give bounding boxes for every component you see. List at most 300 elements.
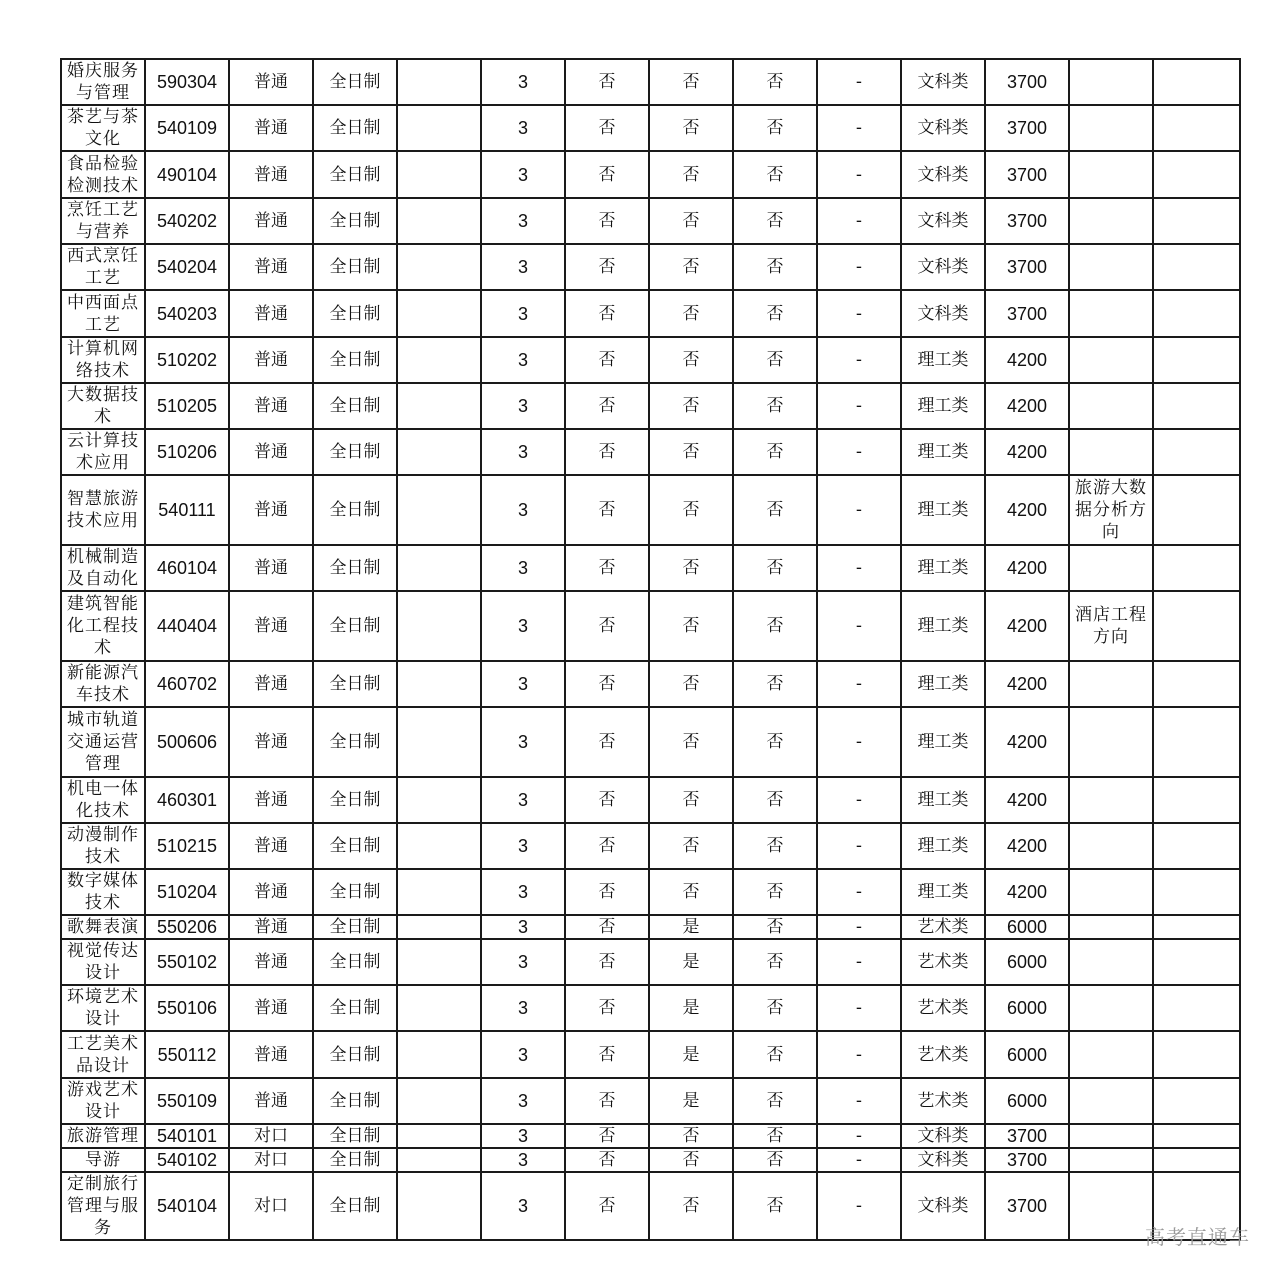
extra-cell bbox=[1153, 1078, 1240, 1124]
duration-cell: 3 bbox=[481, 244, 565, 290]
duration-cell: 3 bbox=[481, 1124, 565, 1148]
note-cell bbox=[1069, 383, 1153, 429]
tuition-cell: 4200 bbox=[985, 777, 1069, 823]
program-name-cell: 视觉传达设计 bbox=[61, 939, 145, 985]
dash-cell: - bbox=[817, 545, 901, 591]
enroll-type-cell: 普通 bbox=[229, 244, 313, 290]
table-row bbox=[61, 151, 1240, 198]
table-row bbox=[61, 915, 1240, 939]
flag-cell-1: 否 bbox=[565, 1124, 649, 1148]
duration-cell: 3 bbox=[481, 1148, 565, 1172]
category-cell: 文科类 bbox=[901, 59, 985, 105]
program-code-cell: 540104 bbox=[145, 1172, 229, 1240]
dash-cell: - bbox=[817, 985, 901, 1031]
note-cell bbox=[1069, 777, 1153, 823]
program-name-cell: 计算机网络技术 bbox=[61, 337, 145, 383]
flag-cell-2: 否 bbox=[649, 383, 733, 429]
flag-cell-1: 否 bbox=[565, 1172, 649, 1240]
flag-cell-2: 否 bbox=[649, 151, 733, 198]
empty-cell bbox=[397, 290, 481, 337]
flag-cell-2: 否 bbox=[649, 198, 733, 244]
program-name-cell: 食品检验检测技术 bbox=[61, 151, 145, 198]
flag-cell-3: 否 bbox=[733, 105, 817, 151]
program-name-cell: 大数据技术 bbox=[61, 383, 145, 429]
category-cell: 理工类 bbox=[901, 823, 985, 869]
flag-cell-2: 是 bbox=[649, 939, 733, 985]
table-row bbox=[61, 869, 1240, 915]
duration-cell: 3 bbox=[481, 591, 565, 661]
category-cell: 文科类 bbox=[901, 1124, 985, 1148]
dash-cell: - bbox=[817, 823, 901, 869]
table-row bbox=[61, 59, 1240, 105]
program-code-cell: 460301 bbox=[145, 777, 229, 823]
program-code-cell: 550106 bbox=[145, 985, 229, 1031]
study-mode-cell: 全日制 bbox=[313, 545, 397, 591]
tuition-cell: 3700 bbox=[985, 198, 1069, 244]
enroll-type-cell: 普通 bbox=[229, 707, 313, 777]
extra-cell bbox=[1153, 939, 1240, 985]
enroll-type-cell: 普通 bbox=[229, 823, 313, 869]
duration-cell: 3 bbox=[481, 823, 565, 869]
extra-cell bbox=[1153, 1124, 1240, 1148]
category-cell: 文科类 bbox=[901, 105, 985, 151]
dash-cell: - bbox=[817, 1078, 901, 1124]
tuition-cell: 3700 bbox=[985, 1172, 1069, 1240]
flag-cell-1: 否 bbox=[565, 915, 649, 939]
extra-cell bbox=[1153, 429, 1240, 475]
flag-cell-1: 否 bbox=[565, 939, 649, 985]
dash-cell: - bbox=[817, 59, 901, 105]
tuition-cell: 4200 bbox=[985, 545, 1069, 591]
dash-cell: - bbox=[817, 105, 901, 151]
empty-cell bbox=[397, 1172, 481, 1240]
program-code-cell: 590304 bbox=[145, 59, 229, 105]
tuition-cell: 3700 bbox=[985, 105, 1069, 151]
program-name-cell: 烹饪工艺与营养 bbox=[61, 198, 145, 244]
dash-cell: - bbox=[817, 915, 901, 939]
enroll-type-cell: 对口 bbox=[229, 1148, 313, 1172]
empty-cell bbox=[397, 545, 481, 591]
flag-cell-2: 是 bbox=[649, 915, 733, 939]
extra-cell bbox=[1153, 777, 1240, 823]
flag-cell-1: 否 bbox=[565, 1078, 649, 1124]
flag-cell-2: 否 bbox=[649, 1172, 733, 1240]
program-code-cell: 510206 bbox=[145, 429, 229, 475]
note-cell bbox=[1069, 1148, 1153, 1172]
program-code-cell: 460702 bbox=[145, 661, 229, 707]
program-code-cell: 540203 bbox=[145, 290, 229, 337]
study-mode-cell: 全日制 bbox=[313, 939, 397, 985]
study-mode-cell: 全日制 bbox=[313, 1172, 397, 1240]
flag-cell-1: 否 bbox=[565, 1031, 649, 1078]
empty-cell bbox=[397, 591, 481, 661]
program-name-cell: 机电一体化技术 bbox=[61, 777, 145, 823]
duration-cell: 3 bbox=[481, 1078, 565, 1124]
duration-cell: 3 bbox=[481, 151, 565, 198]
dash-cell: - bbox=[817, 475, 901, 545]
watermark: 高考直通车 bbox=[1145, 1225, 1250, 1249]
program-code-cell: 540102 bbox=[145, 1148, 229, 1172]
dash-cell: - bbox=[817, 661, 901, 707]
tuition-cell: 6000 bbox=[985, 1078, 1069, 1124]
study-mode-cell: 全日制 bbox=[313, 777, 397, 823]
duration-cell: 3 bbox=[481, 915, 565, 939]
extra-cell bbox=[1153, 591, 1240, 661]
tuition-cell: 4200 bbox=[985, 383, 1069, 429]
category-cell: 艺术类 bbox=[901, 939, 985, 985]
dash-cell: - bbox=[817, 1148, 901, 1172]
flag-cell-2: 否 bbox=[649, 545, 733, 591]
note-cell bbox=[1069, 915, 1153, 939]
category-cell: 理工类 bbox=[901, 869, 985, 915]
empty-cell bbox=[397, 985, 481, 1031]
flag-cell-2: 否 bbox=[649, 777, 733, 823]
duration-cell: 3 bbox=[481, 105, 565, 151]
tuition-cell: 4200 bbox=[985, 475, 1069, 545]
flag-cell-1: 否 bbox=[565, 475, 649, 545]
duration-cell: 3 bbox=[481, 777, 565, 823]
table-row bbox=[61, 1172, 1240, 1240]
enroll-type-cell: 普通 bbox=[229, 151, 313, 198]
program-name-cell: 导游 bbox=[61, 1148, 145, 1172]
program-code-cell: 550112 bbox=[145, 1031, 229, 1078]
enroll-type-cell: 普通 bbox=[229, 777, 313, 823]
program-code-cell: 500606 bbox=[145, 707, 229, 777]
study-mode-cell: 全日制 bbox=[313, 707, 397, 777]
empty-cell bbox=[397, 661, 481, 707]
program-name-cell: 建筑智能化工程技术 bbox=[61, 591, 145, 661]
program-code-cell: 510215 bbox=[145, 823, 229, 869]
category-cell: 理工类 bbox=[901, 591, 985, 661]
program-name-cell: 西式烹饪工艺 bbox=[61, 244, 145, 290]
flag-cell-3: 否 bbox=[733, 383, 817, 429]
tuition-cell: 3700 bbox=[985, 1148, 1069, 1172]
study-mode-cell: 全日制 bbox=[313, 337, 397, 383]
note-cell bbox=[1069, 290, 1153, 337]
flag-cell-1: 否 bbox=[565, 337, 649, 383]
duration-cell: 3 bbox=[481, 1031, 565, 1078]
flag-cell-3: 否 bbox=[733, 290, 817, 337]
extra-cell bbox=[1153, 290, 1240, 337]
flag-cell-2: 否 bbox=[649, 591, 733, 661]
flag-cell-3: 否 bbox=[733, 59, 817, 105]
table-row bbox=[61, 105, 1240, 151]
enroll-type-cell: 普通 bbox=[229, 59, 313, 105]
enroll-type-cell: 对口 bbox=[229, 1124, 313, 1148]
dash-cell: - bbox=[817, 777, 901, 823]
empty-cell bbox=[397, 1078, 481, 1124]
tuition-cell: 4200 bbox=[985, 429, 1069, 475]
tuition-cell: 4200 bbox=[985, 823, 1069, 869]
program-name-cell: 工艺美术品设计 bbox=[61, 1031, 145, 1078]
category-cell: 理工类 bbox=[901, 429, 985, 475]
duration-cell: 3 bbox=[481, 1172, 565, 1240]
note-cell bbox=[1069, 198, 1153, 244]
table-row bbox=[61, 777, 1240, 823]
note-cell bbox=[1069, 1031, 1153, 1078]
category-cell: 艺术类 bbox=[901, 1031, 985, 1078]
empty-cell bbox=[397, 1124, 481, 1148]
program-name-cell: 城市轨道交通运营管理 bbox=[61, 707, 145, 777]
empty-cell bbox=[397, 939, 481, 985]
flag-cell-1: 否 bbox=[565, 105, 649, 151]
flag-cell-3: 否 bbox=[733, 823, 817, 869]
enroll-type-cell: 普通 bbox=[229, 290, 313, 337]
dash-cell: - bbox=[817, 290, 901, 337]
flag-cell-1: 否 bbox=[565, 244, 649, 290]
flag-cell-1: 否 bbox=[565, 383, 649, 429]
category-cell: 理工类 bbox=[901, 707, 985, 777]
enroll-type-cell: 普通 bbox=[229, 1078, 313, 1124]
note-cell bbox=[1069, 151, 1153, 198]
extra-cell bbox=[1153, 475, 1240, 545]
dash-cell: - bbox=[817, 1124, 901, 1148]
duration-cell: 3 bbox=[481, 198, 565, 244]
category-cell: 理工类 bbox=[901, 777, 985, 823]
empty-cell bbox=[397, 1031, 481, 1078]
program-name-cell: 游戏艺术设计 bbox=[61, 1078, 145, 1124]
dash-cell: - bbox=[817, 198, 901, 244]
flag-cell-3: 否 bbox=[733, 198, 817, 244]
enroll-type-cell: 普通 bbox=[229, 545, 313, 591]
extra-cell bbox=[1153, 105, 1240, 151]
extra-cell bbox=[1153, 337, 1240, 383]
note-cell bbox=[1069, 939, 1153, 985]
duration-cell: 3 bbox=[481, 869, 565, 915]
program-name-cell: 婚庆服务与管理 bbox=[61, 59, 145, 105]
flag-cell-2: 否 bbox=[649, 1124, 733, 1148]
duration-cell: 3 bbox=[481, 337, 565, 383]
table-row bbox=[61, 985, 1240, 1031]
table-row bbox=[61, 383, 1240, 429]
program-name-cell: 新能源汽车技术 bbox=[61, 661, 145, 707]
flag-cell-2: 否 bbox=[649, 429, 733, 475]
dash-cell: - bbox=[817, 151, 901, 198]
note-cell bbox=[1069, 1124, 1153, 1148]
table-row bbox=[61, 939, 1240, 985]
study-mode-cell: 全日制 bbox=[313, 591, 397, 661]
tuition-cell: 6000 bbox=[985, 1031, 1069, 1078]
enroll-type-cell: 普通 bbox=[229, 105, 313, 151]
duration-cell: 3 bbox=[481, 429, 565, 475]
dash-cell: - bbox=[817, 707, 901, 777]
study-mode-cell: 全日制 bbox=[313, 1031, 397, 1078]
extra-cell bbox=[1153, 383, 1240, 429]
flag-cell-2: 否 bbox=[649, 1148, 733, 1172]
program-code-cell: 490104 bbox=[145, 151, 229, 198]
category-cell: 理工类 bbox=[901, 545, 985, 591]
tuition-cell: 3700 bbox=[985, 244, 1069, 290]
program-name-cell: 旅游管理 bbox=[61, 1124, 145, 1148]
flag-cell-2: 否 bbox=[649, 290, 733, 337]
flag-cell-1: 否 bbox=[565, 59, 649, 105]
flag-cell-1: 否 bbox=[565, 290, 649, 337]
program-name-cell: 智慧旅游技术应用 bbox=[61, 475, 145, 545]
enroll-type-cell: 普通 bbox=[229, 429, 313, 475]
note-cell bbox=[1069, 105, 1153, 151]
note-cell bbox=[1069, 244, 1153, 290]
flag-cell-2: 否 bbox=[649, 869, 733, 915]
note-cell bbox=[1069, 985, 1153, 1031]
flag-cell-2: 否 bbox=[649, 707, 733, 777]
tuition-cell: 4200 bbox=[985, 591, 1069, 661]
study-mode-cell: 全日制 bbox=[313, 985, 397, 1031]
table-row bbox=[61, 1031, 1240, 1078]
empty-cell bbox=[397, 823, 481, 869]
note-cell: 酒店工程方向 bbox=[1069, 591, 1153, 661]
program-name-cell: 数字媒体技术 bbox=[61, 869, 145, 915]
study-mode-cell: 全日制 bbox=[313, 244, 397, 290]
flag-cell-2: 否 bbox=[649, 823, 733, 869]
study-mode-cell: 全日制 bbox=[313, 429, 397, 475]
flag-cell-1: 否 bbox=[565, 198, 649, 244]
dash-cell: - bbox=[817, 383, 901, 429]
flag-cell-3: 否 bbox=[733, 985, 817, 1031]
empty-cell bbox=[397, 151, 481, 198]
flag-cell-3: 否 bbox=[733, 151, 817, 198]
dash-cell: - bbox=[817, 337, 901, 383]
empty-cell bbox=[397, 198, 481, 244]
flag-cell-3: 否 bbox=[733, 337, 817, 383]
flag-cell-1: 否 bbox=[565, 869, 649, 915]
table-row bbox=[61, 244, 1240, 290]
enroll-type-cell: 普通 bbox=[229, 985, 313, 1031]
program-name-cell: 茶艺与茶文化 bbox=[61, 105, 145, 151]
dash-cell: - bbox=[817, 869, 901, 915]
table-row bbox=[61, 198, 1240, 244]
category-cell: 文科类 bbox=[901, 244, 985, 290]
flag-cell-3: 否 bbox=[733, 545, 817, 591]
category-cell: 文科类 bbox=[901, 198, 985, 244]
table-row bbox=[61, 429, 1240, 475]
table-body bbox=[61, 59, 1240, 1240]
flag-cell-3: 否 bbox=[733, 915, 817, 939]
empty-cell bbox=[397, 244, 481, 290]
flag-cell-2: 否 bbox=[649, 661, 733, 707]
dash-cell: - bbox=[817, 591, 901, 661]
extra-cell bbox=[1153, 869, 1240, 915]
program-code-cell: 540101 bbox=[145, 1124, 229, 1148]
program-code-cell: 440404 bbox=[145, 591, 229, 661]
flag-cell-3: 否 bbox=[733, 1148, 817, 1172]
flag-cell-3: 否 bbox=[733, 475, 817, 545]
study-mode-cell: 全日制 bbox=[313, 661, 397, 707]
empty-cell bbox=[397, 383, 481, 429]
flag-cell-2: 否 bbox=[649, 475, 733, 545]
enroll-type-cell: 普通 bbox=[229, 939, 313, 985]
program-code-cell: 510205 bbox=[145, 383, 229, 429]
study-mode-cell: 全日制 bbox=[313, 475, 397, 545]
tuition-cell: 4200 bbox=[985, 337, 1069, 383]
study-mode-cell: 全日制 bbox=[313, 290, 397, 337]
category-cell: 文科类 bbox=[901, 1148, 985, 1172]
study-mode-cell: 全日制 bbox=[313, 915, 397, 939]
tuition-cell: 6000 bbox=[985, 915, 1069, 939]
tuition-cell: 3700 bbox=[985, 59, 1069, 105]
note-cell bbox=[1069, 1172, 1153, 1240]
dash-cell: - bbox=[817, 1031, 901, 1078]
table-row bbox=[61, 591, 1240, 661]
empty-cell bbox=[397, 777, 481, 823]
duration-cell: 3 bbox=[481, 707, 565, 777]
tuition-cell: 3700 bbox=[985, 151, 1069, 198]
program-code-cell: 550206 bbox=[145, 915, 229, 939]
program-code-cell: 510202 bbox=[145, 337, 229, 383]
flag-cell-1: 否 bbox=[565, 151, 649, 198]
category-cell: 理工类 bbox=[901, 661, 985, 707]
extra-cell bbox=[1153, 1031, 1240, 1078]
note-cell bbox=[1069, 545, 1153, 591]
note-cell bbox=[1069, 337, 1153, 383]
flag-cell-1: 否 bbox=[565, 985, 649, 1031]
note-cell bbox=[1069, 1078, 1153, 1124]
table-row bbox=[61, 545, 1240, 591]
note-cell bbox=[1069, 823, 1153, 869]
program-code-cell: 540109 bbox=[145, 105, 229, 151]
flag-cell-3: 否 bbox=[733, 777, 817, 823]
program-code-cell: 540204 bbox=[145, 244, 229, 290]
empty-cell bbox=[397, 429, 481, 475]
table-row bbox=[61, 823, 1240, 869]
note-cell bbox=[1069, 661, 1153, 707]
category-cell: 艺术类 bbox=[901, 985, 985, 1031]
study-mode-cell: 全日制 bbox=[313, 151, 397, 198]
duration-cell: 3 bbox=[481, 545, 565, 591]
flag-cell-1: 否 bbox=[565, 661, 649, 707]
extra-cell bbox=[1153, 151, 1240, 198]
flag-cell-3: 否 bbox=[733, 1078, 817, 1124]
program-code-cell: 540202 bbox=[145, 198, 229, 244]
category-cell: 理工类 bbox=[901, 475, 985, 545]
empty-cell bbox=[397, 1148, 481, 1172]
flag-cell-3: 否 bbox=[733, 244, 817, 290]
study-mode-cell: 全日制 bbox=[313, 1124, 397, 1148]
enroll-type-cell: 普通 bbox=[229, 869, 313, 915]
note-cell bbox=[1069, 707, 1153, 777]
flag-cell-3: 否 bbox=[733, 661, 817, 707]
study-mode-cell: 全日制 bbox=[313, 1078, 397, 1124]
extra-cell bbox=[1153, 244, 1240, 290]
duration-cell: 3 bbox=[481, 59, 565, 105]
program-table bbox=[60, 58, 1241, 1241]
flag-cell-3: 否 bbox=[733, 869, 817, 915]
duration-cell: 3 bbox=[481, 985, 565, 1031]
extra-cell bbox=[1153, 985, 1240, 1031]
table-row bbox=[61, 1124, 1240, 1148]
study-mode-cell: 全日制 bbox=[313, 59, 397, 105]
duration-cell: 3 bbox=[481, 383, 565, 429]
flag-cell-3: 否 bbox=[733, 939, 817, 985]
empty-cell bbox=[397, 707, 481, 777]
tuition-cell: 3700 bbox=[985, 290, 1069, 337]
enroll-type-cell: 普通 bbox=[229, 383, 313, 429]
table-row bbox=[61, 290, 1240, 337]
study-mode-cell: 全日制 bbox=[313, 105, 397, 151]
table-row bbox=[61, 707, 1240, 777]
program-code-cell: 550102 bbox=[145, 939, 229, 985]
program-name-cell: 环境艺术设计 bbox=[61, 985, 145, 1031]
tuition-cell: 4200 bbox=[985, 707, 1069, 777]
flag-cell-1: 否 bbox=[565, 707, 649, 777]
note-cell bbox=[1069, 869, 1153, 915]
program-name-cell: 歌舞表演 bbox=[61, 915, 145, 939]
extra-cell bbox=[1153, 1148, 1240, 1172]
dash-cell: - bbox=[817, 1172, 901, 1240]
flag-cell-1: 否 bbox=[565, 823, 649, 869]
flag-cell-3: 否 bbox=[733, 707, 817, 777]
tuition-cell: 3700 bbox=[985, 1124, 1069, 1148]
flag-cell-1: 否 bbox=[565, 591, 649, 661]
